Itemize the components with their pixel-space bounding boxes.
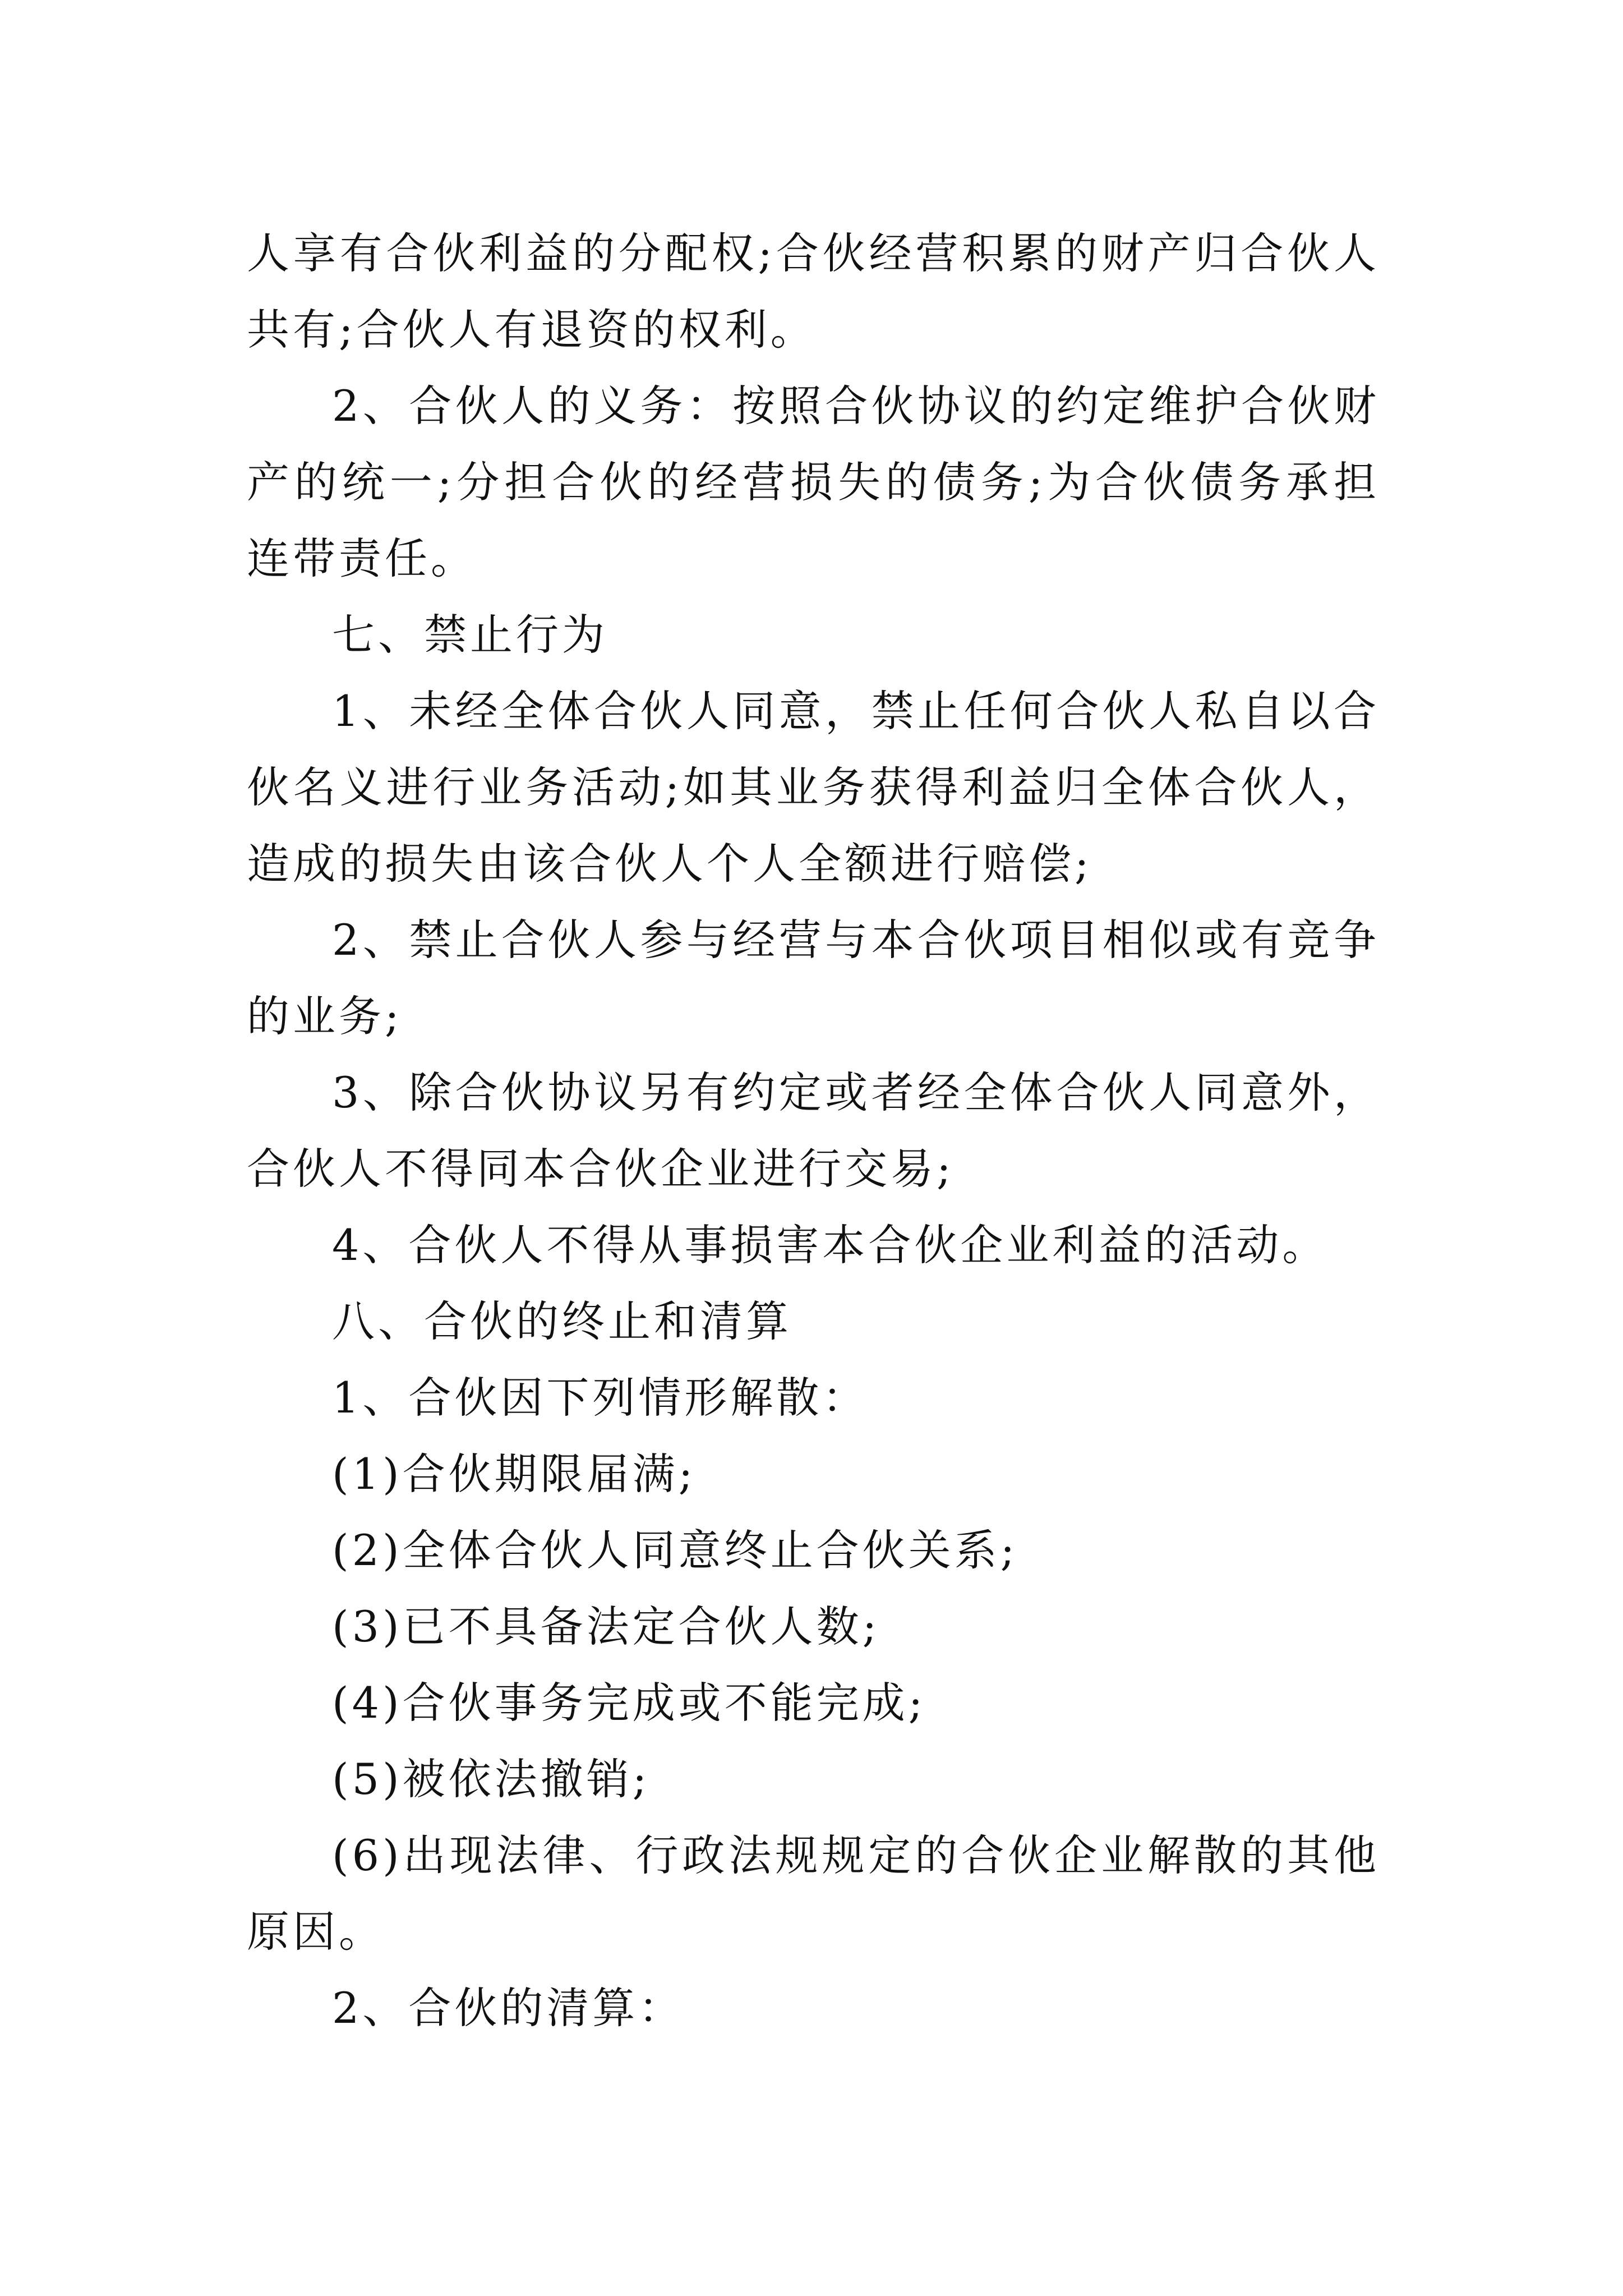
list-item-dissolution-3: (3)已不具备法定合伙人数; <box>332 1602 880 1651</box>
list-item-dissolution-5: (5)被依法撤销; <box>332 1754 651 1804</box>
document-body <box>247 215 1380 2046</box>
paragraph-liquidation: 2、合伙的清算： <box>332 1983 685 2033</box>
paragraph-prohibition-1: 1、未经全体合伙人同意，禁止任何合伙人私自以合伙名义进行业务活动;如其业务获得利益归全体合伙人，造成的损失由该合伙人个人全额进行赔偿; <box>247 686 1380 889</box>
section-heading-termination: 八、合伙的终止和清算 <box>332 1296 792 1346</box>
paragraph-dissolution-intro: 1、合伙因下列情形解散： <box>332 1373 869 1423</box>
paragraph-prohibition-3: 3、除合伙协议另有约定或者经全体合伙人同意外，合伙人不得同本合伙企业进行交易; <box>247 1068 1380 1194</box>
paragraph-prohibition-2: 2、禁止合伙人参与经营与本合伙项目相似或有竞争的业务; <box>247 915 1380 1041</box>
list-item-dissolution-4: (4)合伙事务完成或不能完成; <box>332 1678 926 1728</box>
paragraph-partner-obligations: 2、合伙人的义务：按照合伙协议的约定维护合伙财产的统一;分担合伙的经营损失的债务;为合伙债务承担连带责任。 <box>247 381 1380 583</box>
paragraph-continuation: 人享有合伙利益的分配权;合伙经营积累的财产归合伙人共有;合伙人有退资的权利。 <box>247 228 1380 355</box>
section-heading-prohibited-acts: 七、禁止行为 <box>332 610 608 660</box>
list-item-dissolution-1: (1)合伙期限届满; <box>332 1449 697 1499</box>
list-item-dissolution-2: (2)全体合伙人同意终止合伙关系; <box>332 1525 1018 1575</box>
paragraph-prohibition-4: 4、合伙人不得从事损害本合伙企业利益的活动。 <box>332 1220 1329 1270</box>
list-item-dissolution-6: (6)出现法律、行政法规规定的合伙企业解散的其他原因。 <box>247 1830 1380 1957</box>
